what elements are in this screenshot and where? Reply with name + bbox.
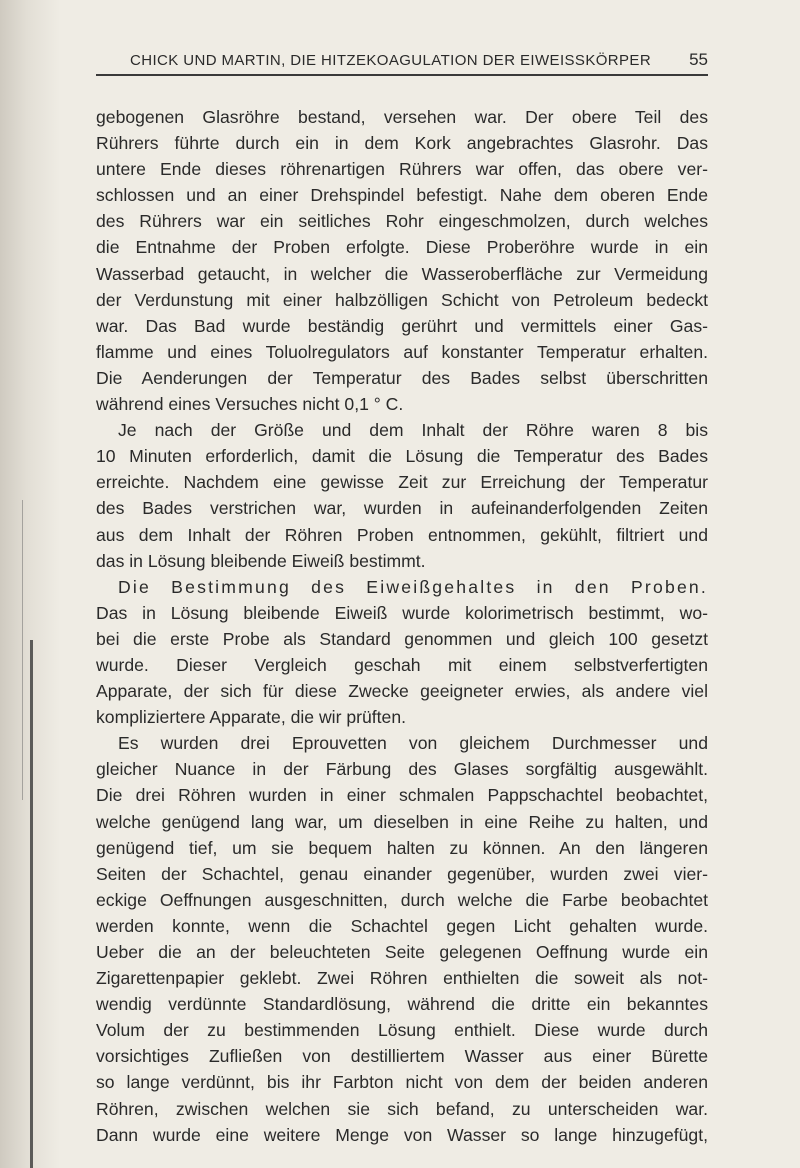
text-line: Das in Lösung bleibende Eiweiß wurde kolorimetrisch bestimmt, wo- xyxy=(96,602,708,623)
text-line: Wasserbad getaucht, in welcher die Wasseroberfläche zur Vermeidung xyxy=(96,263,708,284)
text-line: schlossen und an einer Drehspindel befestigt. Nahe dem oberen Ende xyxy=(96,185,708,206)
binding-edge xyxy=(30,640,33,1168)
text-line: 10 Minuten erforderlich, damit die Lösung die Temperatur des Bades xyxy=(96,446,708,467)
text-line: Die Aenderungen der Temperatur des Bades selbst überschritten xyxy=(96,367,708,388)
binding-mark xyxy=(22,500,23,800)
text-line: untere Ende dieses röhrenartigen Rührers war offen, das obere ver- xyxy=(96,159,708,180)
text-line: Rührers führte durch ein in dem Kork angebrachtes Glasrohr. Das xyxy=(96,133,708,154)
text-line: Es wurden drei Eprouvetten von gleichem Durchmesser und xyxy=(118,733,708,754)
text-line: flamme und eines Toluolregulators auf konstanter Temperatur erhalten. xyxy=(96,341,708,362)
text-line: vorsichtiges Zufließen von destilliertem Wasser aus einer Bürette xyxy=(96,1046,708,1067)
text-line: Dann wurde eine weitere Menge von Wasser so lange hinzugefügt, xyxy=(96,1124,708,1145)
text-line: die Entnahme der Proben erfolgte. Diese Proberöhre wurde in ein xyxy=(96,237,708,258)
text-line: werden konnte, wenn die Schachtel gegen Licht gehalten wurde. xyxy=(96,915,708,936)
text-line: gebogenen Glasröhre bestand, versehen war. Der obere Teil des xyxy=(96,107,708,127)
text-line: Seiten der Schachtel, genau einander gegenüber, wurden zwei vier- xyxy=(96,863,708,884)
text-line: des Rührers war ein seitliches Rohr eingeschmolzen, durch welches xyxy=(96,211,708,232)
text-line: wendig verdünnte Standardlösung, während die dritte ein bekanntes xyxy=(96,994,708,1015)
section-heading: Die Bestimmung des Eiweißgehaltes in den Proben. xyxy=(118,576,708,597)
text-line: bei die erste Probe als Standard genommen und gleich 100 gesetzt xyxy=(96,628,708,649)
text-line: kompliziertere Apparate, die wir prüften. xyxy=(96,707,406,728)
text-line: Röhren, zwischen welchen sie sich befand, zu unterscheiden war. xyxy=(96,1098,708,1119)
text-line: so lange verdünnt, bis ihr Farbton nicht von dem der beiden anderen xyxy=(96,1072,708,1093)
page-header xyxy=(96,40,708,76)
text-line: gleicher Nuance in der Färbung des Glases sorgfältig ausgewählt. xyxy=(96,759,708,780)
text-line: Ueber die an der beleuchteten Seite gelegenen Oeffnung wurde ein xyxy=(96,942,708,962)
text-line: wurde. Dieser Vergleich geschah mit einem selbstverfertigten xyxy=(96,654,708,675)
text-line: Apparate, der sich für diese Zwecke geeigneter erwies, als andere viel xyxy=(96,681,708,702)
text-line: erreichte. Nachdem eine gewisse Zeit zur Erreichung der Temperatur xyxy=(96,472,708,493)
page-number: 55 xyxy=(689,50,708,69)
text-line: Volum der zu bestimmenden Lösung enthielt. Diese wurde durch xyxy=(96,1020,708,1041)
text-line: genügend tief, um sie bequem halten zu können. An den längeren xyxy=(96,837,708,858)
text-line: das in Lösung bleibende Eiweiß bestimmt. xyxy=(96,550,426,571)
text-line: Je nach der Größe und dem Inhalt der Röhre waren 8 bis xyxy=(118,420,708,441)
text-line: der Verdunstung mit einer halbzölligen Schicht von Petroleum bedeckt xyxy=(96,289,708,310)
body-text xyxy=(96,104,708,1148)
text-line: Die drei Röhren wurden in einer schmalen Pappschachtel beobachtet, xyxy=(96,785,708,806)
text-line: war. Das Bad wurde beständig gerührt und vermittels einer Gas- xyxy=(96,315,708,336)
text-line: welche genügend lang war, um dieselben in eine Reihe zu halten, und xyxy=(96,811,708,832)
text-line: Zigarettenpapier geklebt. Zwei Röhren enthielten die soweit als not- xyxy=(96,968,708,989)
running-head: CHICK UND MARTIN, DIE HITZEKOAGULATION DER EIWEISSKÖRPER xyxy=(130,52,652,69)
book-page xyxy=(96,40,708,1148)
text-line: während eines Versuches nicht 0,1 ° C. xyxy=(96,394,404,415)
text-line: eckige Oeffnungen ausgeschnitten, durch welche die Farbe beobachtet xyxy=(96,889,708,910)
text-line: aus dem Inhalt der Röhren Proben entnommen, gekühlt, filtriert und xyxy=(96,524,708,545)
text-line: des Bades verstrichen war, wurden in aufeinanderfolgenden Zeiten xyxy=(96,498,708,519)
